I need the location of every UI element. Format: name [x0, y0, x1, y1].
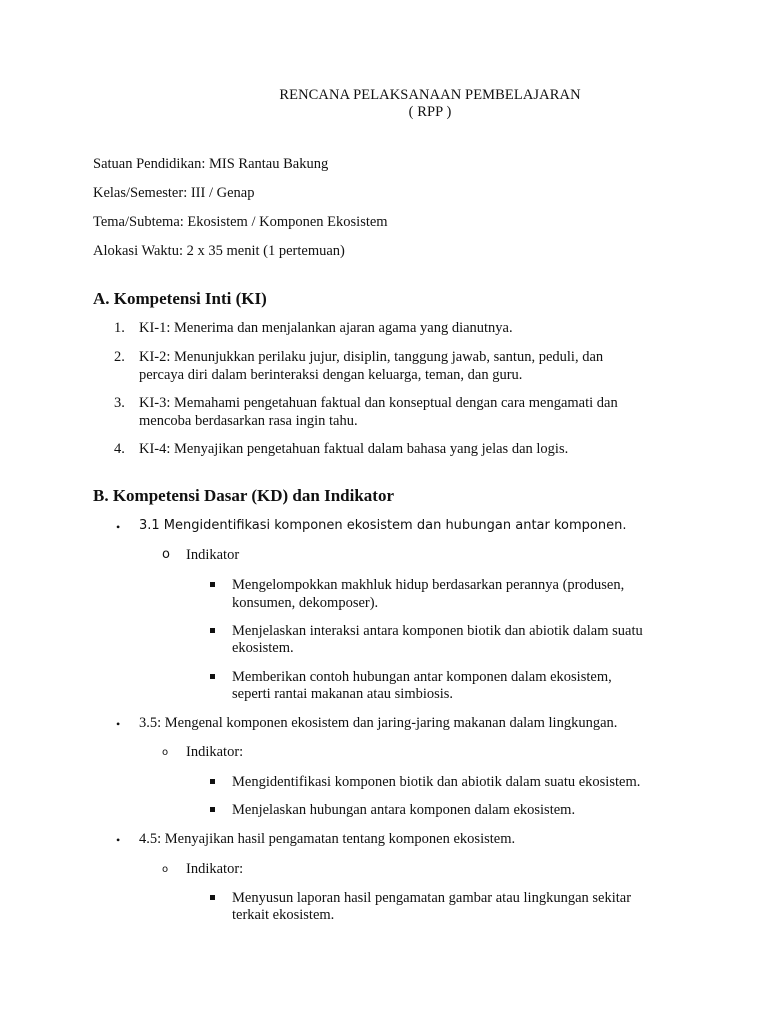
list-number: 1.	[114, 320, 125, 336]
indicator-text: Menjelaskan hubungan antara komponen dalam ekosistem.	[232, 802, 576, 818]
indicator-label: Indikator	[186, 547, 240, 563]
circle-bullet-icon: o	[162, 864, 169, 875]
indicator-text: terkait ekosistem.	[232, 907, 335, 923]
document-title-block	[250, 87, 610, 121]
list-text: KI-3: Memahami pengetahuan faktual dan konseptual dengan cara mengamati dan	[139, 395, 618, 411]
kd-text: 3.1 Mengidentifikasi komponen ekosistem dan hubungan antar komponen.	[139, 518, 627, 533]
indicator-label: Indikator:	[186, 861, 244, 877]
indicator-text: ekosistem.	[232, 640, 294, 656]
bullet-dot-icon: •	[116, 520, 121, 534]
kd-text: 3.5: Mengenal komponen ekosistem dan jaring-jaring makanan dalam lingkungan.	[139, 715, 618, 731]
bullet-dot-icon: •	[116, 833, 121, 847]
square-bullet-icon	[210, 807, 215, 812]
indicator-text: Mengelompokkan makhluk hidup berdasarkan perannya (produsen,	[232, 577, 625, 593]
document-title: RENCANA PELAKSANAAN PEMBELAJARAN	[279, 87, 581, 103]
list-number: 3.	[114, 395, 125, 411]
square-bullet-icon	[210, 779, 215, 784]
meta-tema-subtema: Tema/Subtema: Ekosistem / Komponen Ekosistem	[93, 214, 388, 230]
list-number: 2.	[114, 349, 125, 365]
meta-alokasi-waktu: Alokasi Waktu: 2 x 35 menit (1 pertemuan)	[93, 243, 345, 259]
kd-text: 4.5: Menyajikan hasil pengamatan tentang komponen ekosistem.	[139, 831, 516, 847]
list-text: KI-4: Menyajikan pengetahuan faktual dalam bahasa yang jelas dan logis.	[139, 441, 569, 457]
circle-bullet-icon: o	[162, 547, 170, 562]
indicator-text: konsumen, dekomposer).	[232, 595, 379, 611]
list-text: KI-1: Menerima dan menjalankan ajaran agama yang dianutnya.	[139, 320, 513, 336]
square-bullet-icon	[210, 895, 215, 900]
list-text: KI-2: Menunjukkan perilaku jujur, disiplin, tanggung jawab, santun, peduli, dan	[139, 349, 604, 365]
indicator-text: seperti rantai makanan atau simbiosis.	[232, 686, 454, 702]
meta-kelas-semester: Kelas/Semester: III / Genap	[93, 185, 255, 201]
list-text: mencoba berdasarkan rasa ingin tahu.	[139, 413, 358, 429]
indicator-text: Menyusun laporan hasil pengamatan gambar atau lingkungan sekitar	[232, 890, 632, 906]
indicator-text: Memberikan contoh hubungan antar komponen dalam ekosistem,	[232, 669, 612, 685]
indicator-label: Indikator:	[186, 744, 244, 760]
indicator-text: Menjelaskan interaksi antara komponen biotik dan abiotik dalam suatu	[232, 623, 643, 639]
list-number: 4.	[114, 441, 125, 457]
section-a-heading: A. Kompetensi Inti (KI)	[93, 289, 267, 308]
document-subtitle: ( RPP )	[408, 104, 452, 120]
meta-satuan-pendidikan: Satuan Pendidikan: MIS Rantau Bakung	[93, 156, 329, 172]
square-bullet-icon	[210, 674, 215, 679]
square-bullet-icon	[210, 628, 215, 633]
circle-bullet-icon: o	[162, 747, 169, 758]
indicator-text: Mengidentifikasi komponen biotik dan abiotik dalam suatu ekosistem.	[232, 774, 641, 790]
list-text: percaya diri dalam berinteraksi dengan keluarga, teman, dan guru.	[139, 367, 523, 383]
square-bullet-icon	[210, 582, 215, 587]
section-b-heading: B. Kompetensi Dasar (KD) dan Indikator	[93, 486, 394, 505]
bullet-dot-icon: •	[116, 717, 121, 731]
